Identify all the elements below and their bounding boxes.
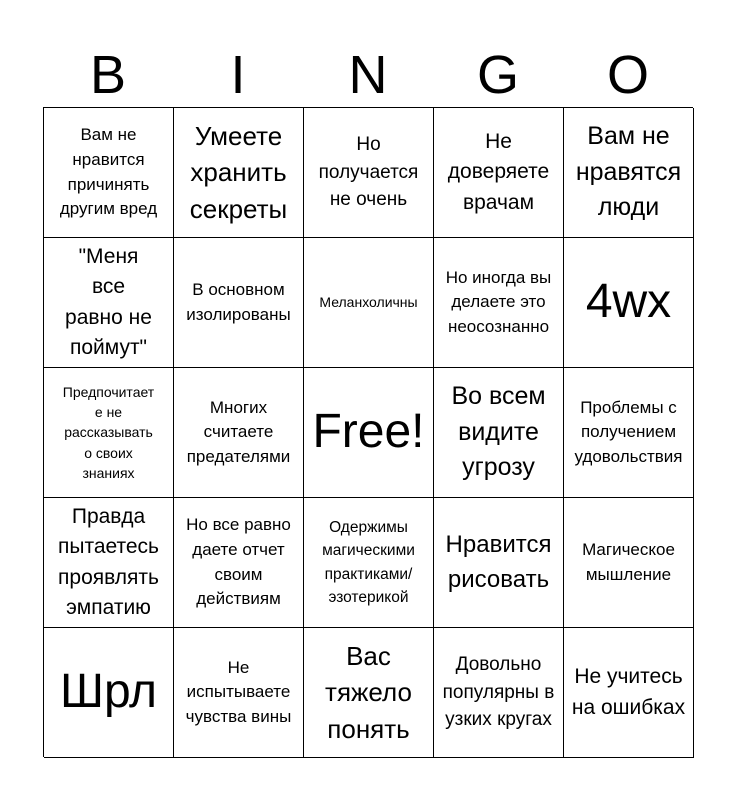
cell-text: Но все равно даете отчет своим действиям xyxy=(186,515,291,609)
bingo-grid xyxy=(43,107,693,757)
cell-text: Умеете хранить секреты xyxy=(189,120,288,224)
bingo-cell-r3c4[interactable] xyxy=(434,368,564,498)
bingo-header xyxy=(43,42,693,108)
bingo-cell-r4c5[interactable] xyxy=(564,498,694,628)
bingo-cell-r3c3[interactable] xyxy=(304,368,434,498)
cell-text: 4wx xyxy=(585,275,672,329)
bingo-cell-r5c5[interactable] xyxy=(564,628,694,758)
cell-text: Не учитесь на ошибках xyxy=(571,665,686,719)
bingo-cell-r2c4[interactable] xyxy=(434,238,564,368)
cell-text: Не доверяете врачам xyxy=(447,129,550,214)
bingo-cell-r2c2[interactable] xyxy=(174,238,304,368)
cell-text: Вам не нравится причинять другим вред xyxy=(59,125,158,219)
bingo-cell-r2c1[interactable] xyxy=(44,238,174,368)
cell-text: Нравится рисовать xyxy=(445,530,552,593)
cell-free-text: Free! xyxy=(312,405,425,459)
bingo-cell-r5c3[interactable] xyxy=(304,628,434,758)
bingo-cell-r2c3[interactable] xyxy=(304,238,434,368)
cell-text: Меланхоличны xyxy=(319,294,418,311)
cell-text: Но получается не очень xyxy=(318,134,419,211)
cell-text: В основном изолированы xyxy=(186,279,291,324)
bingo-cell-r1c4[interactable] xyxy=(434,108,564,238)
cell-text: Не испытываете чувства вины xyxy=(185,657,292,726)
cell-text: Предпочитаете не рассказывать о своих знаниях xyxy=(62,383,155,481)
bingo-cell-r1c1[interactable] xyxy=(44,108,174,238)
cell-text: Вас тяжело понять xyxy=(325,640,412,744)
bingo-cell-r5c2[interactable] xyxy=(174,628,304,758)
bingo-cell-r5c1[interactable] xyxy=(44,628,174,758)
bingo-cell-r5c4[interactable] xyxy=(434,628,564,758)
bingo-cell-r4c3[interactable] xyxy=(304,498,434,628)
cell-text: Одержимы магическими практиками/эзотерикой xyxy=(322,519,415,606)
cell-text: Шрл xyxy=(59,665,158,719)
cell-text: Магическое мышление xyxy=(582,539,675,584)
bingo-cell-r3c2[interactable] xyxy=(174,368,304,498)
bingo-cell-r3c1[interactable] xyxy=(44,368,174,498)
cell-text: Вам не нравятся люди xyxy=(575,122,682,222)
header-letter-b: B xyxy=(89,45,127,105)
cell-text: Довольно популярны в узких кругах xyxy=(442,654,555,731)
bingo-cell-r1c2[interactable] xyxy=(174,108,304,238)
cell-text: Проблемы с получением удовольствия xyxy=(574,397,683,466)
bingo-cell-r4c1[interactable] xyxy=(44,498,174,628)
cell-text: "Меня все равно не поймут" xyxy=(65,244,152,359)
bingo-cell-r2c5[interactable] xyxy=(564,238,694,368)
header-letter-i: I xyxy=(230,45,246,105)
header-letter-g: G xyxy=(476,45,519,105)
cell-text: Многих считаете предателями xyxy=(186,397,291,466)
bingo-cell-r3c5[interactable] xyxy=(564,368,694,498)
bingo-cell-r1c3[interactable] xyxy=(304,108,434,238)
bingo-cell-r4c2[interactable] xyxy=(174,498,304,628)
bingo-cell-r1c5[interactable] xyxy=(564,108,694,238)
cell-text: Во всем видите угрозу xyxy=(451,382,546,482)
cell-text: Правда пытаетесь проявлять эмпатию xyxy=(57,504,159,619)
cell-text: Но иногда вы делаете это неосознанно xyxy=(445,267,552,336)
header-letter-n: N xyxy=(348,45,388,105)
bingo-cell-r4c4[interactable] xyxy=(434,498,564,628)
header-letter-o: O xyxy=(606,45,649,105)
